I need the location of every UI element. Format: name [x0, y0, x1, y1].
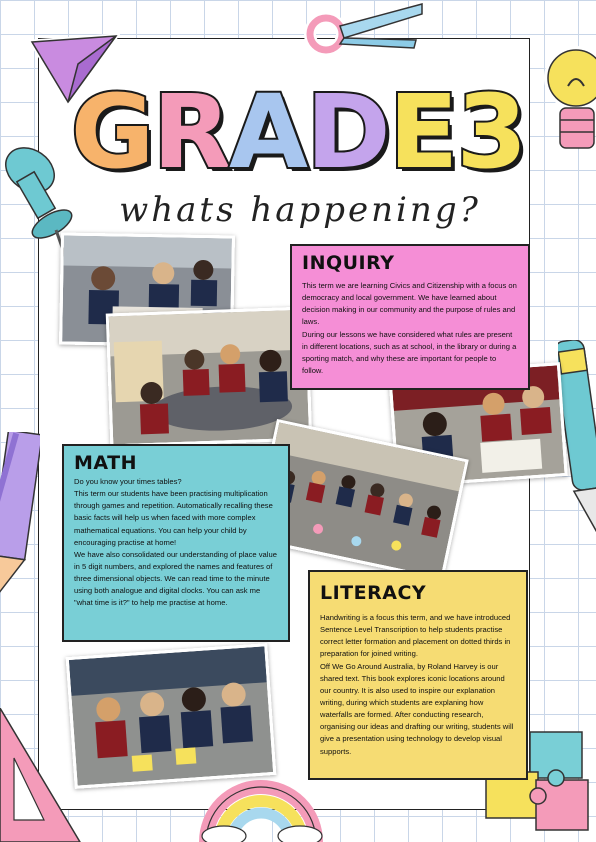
- title-letter: E: [388, 73, 457, 192]
- math-paragraph: This term our students have been practising multiplication through games and repetition. Automatically recalling these basic facts will help us when faced with more complex mathematical equations. You can help your child by encouraging practise at home!: [74, 489, 273, 547]
- inquiry-section: [290, 244, 530, 390]
- classroom-photo: [66, 643, 277, 789]
- title-letter: R: [152, 73, 229, 192]
- literacy-section: [308, 570, 528, 780]
- math-heading: MATH: [74, 452, 137, 474]
- pencil-icon: [0, 432, 40, 604]
- inquiry-paragraph: During our lessons we have considered what rules are present in different locations, such as at school, in the library or during a sporting match, and why these are important for people to follow.: [302, 329, 517, 375]
- math-paragraph: We have also consolidated our understanding of place value in 5 digit numbers, and explored the names and features of three dimensional objects. We can read time to the minute using both analogue and digital clocks. You can ask me "what time is it?" to help me practise at home.: [74, 549, 277, 608]
- inquiry-paragraph: This term we are learning Civics and Citizenship with a focus on democracy and local government. We have learned about decision making in our community and the purpose of rules and laws.: [302, 281, 517, 327]
- math-section: [62, 444, 290, 642]
- page-title: [70, 73, 526, 192]
- literacy-paragraph: Handwriting is a focus this term, and we have introduced Sentence Level Transcription to help students practise correct letter formation and placement on dotted thirds in preparation for joined writing.: [320, 613, 511, 659]
- title-letter: 3: [456, 73, 526, 192]
- page-subtitle: whats happening?: [119, 190, 481, 230]
- title-letter: D: [305, 73, 389, 192]
- title-letter: G: [70, 73, 153, 192]
- math-paragraph: Do you know your times tables?: [74, 477, 182, 486]
- title-letter: A: [229, 73, 306, 192]
- inquiry-heading: INQUIRY: [302, 252, 395, 274]
- literacy-paragraph: Off We Go Around Australia, by Roland Harvey is our shared text. This book explores iconic locations around our country. It is also used to inspire our explanation writing, during which students are explaning how waterfalls are formed. After conducting research, organising our ideas and drafting our writing, students will give a presentation using technology to develop visual supports.: [320, 661, 514, 756]
- scissors-icon: [286, 0, 426, 62]
- lightbulb-icon: [538, 26, 596, 176]
- literacy-heading: LITERACY: [320, 582, 427, 604]
